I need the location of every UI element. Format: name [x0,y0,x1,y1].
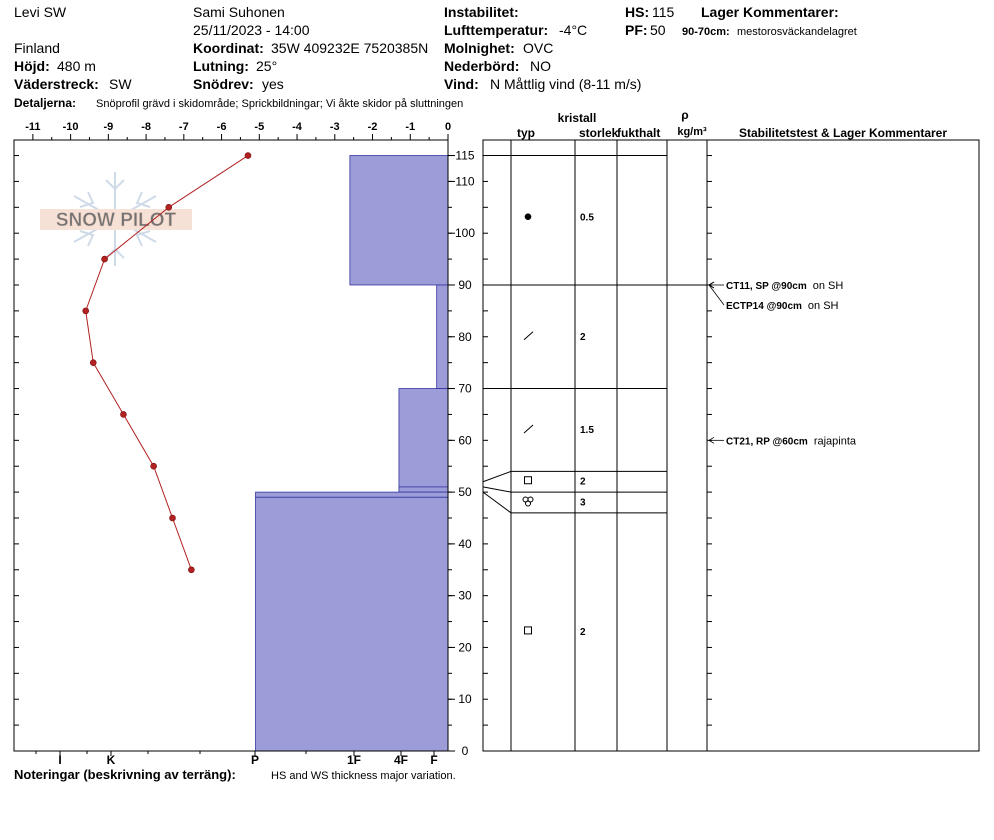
hardness-tick-label: 4F [393,753,409,767]
temp-tick-label: -4 [292,121,302,133]
hs-label: HS: [625,4,650,20]
temperature-point [83,308,89,314]
stability-tests [709,280,857,447]
layer-boundary-connector [483,471,511,481]
grain-type-icon [525,213,532,220]
height-tick-label: 110 [455,174,475,189]
hardness-layer-bar [399,487,448,492]
temperature-point [245,153,251,159]
hardness-axis [36,751,438,767]
temp-tick-label: -5 [254,121,265,133]
height-tick-label: 10 [458,692,472,707]
test-result-label: ECTP14 @90cm [726,300,802,312]
location-name: Levi SW [14,4,67,20]
height-tick-label: 90 [458,277,472,292]
size-header: storlek [579,126,619,140]
sky-label: Molnighet: [444,40,515,56]
grain-type-icon [524,425,533,433]
temp-tick-label: -2 [367,121,378,133]
temp-tick-label: -9 [103,121,114,133]
column-headers [517,108,947,140]
observation-datetime: 25/11/2023 - 14:00 [193,22,310,38]
temp-tick-label: -3 [329,121,340,133]
precip-label: Nederbörd: [444,58,520,74]
grain-type-icon-part [526,501,531,506]
grain-type-icon [525,477,532,484]
height-tick-label: 50 [458,485,472,500]
drift-value: yes [262,76,284,92]
layer-comment-range: 90-70cm: [682,26,730,38]
temp-tick-label: -11 [25,121,41,133]
temperature-point [166,204,172,210]
hardness-layer-bar [437,285,448,389]
temperature-point [170,515,176,521]
hs-value: 115 [652,4,675,20]
grain-size-label: 2 [580,626,586,638]
height-tick-label: 20 [458,640,472,655]
sky-value: OVC [523,40,554,56]
coords-label: Koordinat: [193,40,264,56]
test-comment: on SH [807,299,839,312]
temp-tick-label: -6 [216,121,227,133]
hardness-layer-bar [256,492,448,497]
hardness-tick-label: K [106,753,116,767]
hardness-layer-bar [350,156,448,285]
layer-boundaries [483,156,707,513]
airtemp-label: Lufttemperatur: [444,22,549,38]
crystal-header: kristall [557,111,597,125]
grain-type-icon [524,332,533,340]
watermark-text: SNOW PILOT [55,210,177,231]
height-tick-label: 40 [458,536,472,551]
hardness-tick-label: I [58,753,62,767]
elevation-value: 480 m [57,58,96,74]
hardness-tick-label: 1F [346,753,362,767]
slope-value: 25° [256,58,278,74]
layer-comment-text: mestorosväckandelagret [737,26,857,38]
grain-size-label: 0.5 [580,212,594,224]
temperature-point [120,411,126,417]
temperature-point [151,463,157,469]
grain-size-label: 2 [580,476,586,488]
coords-value: 35W 409232E 7520385N [271,40,429,56]
height-tick-label: 60 [458,433,472,448]
test-pointer-line [709,285,724,305]
grain-size-label: 2 [580,331,586,343]
temp-tick-label: -8 [141,121,151,133]
temperature-axis [25,121,451,140]
temp-tick-label: -1 [405,121,416,133]
temperature-point [188,567,194,573]
height-tick-label: 30 [458,588,472,603]
temperature-point [102,256,108,262]
stability-label: Instabilitet: [444,4,519,20]
temp-tick-label: 0 [444,121,452,133]
stability-tests-header: Stabilitetstest & Lager Kommentarer [738,126,948,140]
test-result-label: CT21, RP @60cm [726,436,808,448]
type-header: typ [517,126,535,140]
observer-name: Sami Suhonen [193,4,285,20]
wind-label: Vind: [444,76,479,92]
aspect-value: SW [109,76,132,92]
pf-value: 50 [650,22,666,38]
density-header: kg/m³ [677,126,707,138]
airtemp-value: -4°C [559,22,588,38]
aspect-label: Väderstreck: [14,76,99,92]
drift-label: Snödrev: [193,76,254,92]
hardness-layers [256,156,448,751]
precip-value: NO [530,58,551,74]
grain-type-icon [523,497,533,506]
snowpilot-watermark [40,172,192,266]
country-name: Finland [14,40,60,56]
height-tick-label: 70 [458,381,472,396]
temp-tick-label: -10 [62,121,79,133]
elevation-label: Höjd: [14,58,50,74]
layer-comments-label: Lager Kommentarer: [701,4,839,20]
test-result-label: CT11, SP @90cm [726,280,807,292]
notes-text: HS and WS thickness major variation. [271,770,456,782]
hardness-tick-label: F [430,753,438,767]
layer-boundary-connector [483,487,511,492]
details-label: Detaljerna: [14,96,77,110]
grain-markers [523,213,594,638]
hardness-layer-bar [256,497,448,751]
details-text: Snöprofil grävd i skidområde; Sprickbildningar; Vi åkte skidor på sluttningen [96,98,464,110]
hardness-tick-label: P [250,753,260,767]
notes-label: Noteringar (beskrivning av terräng): [14,767,236,782]
moisture-header: fukthalt [617,126,661,140]
wind-value: N Måttlig vind (8-11 m/s) [490,76,642,92]
height-tick-label: 0 [461,744,469,758]
grain-size-label: 1.5 [580,424,594,436]
hardness-layer-bar [399,389,448,487]
height-tick-label: 80 [458,329,472,344]
test-comment: on SH [812,279,844,292]
temperature-point [90,360,96,366]
rho-header: ρ [681,108,689,122]
test-comment: rajapinta [813,435,857,448]
temp-tick-label: -7 [178,121,189,133]
slope-label: Lutning: [193,58,249,74]
height-tick-label: 100 [454,226,476,241]
grain-size-label: 3 [580,497,586,509]
layer-boundary-connector [483,492,511,513]
grain-type-icon [525,627,532,634]
height-tick-label: 115 [455,148,475,163]
pf-label: PF: [625,22,648,38]
